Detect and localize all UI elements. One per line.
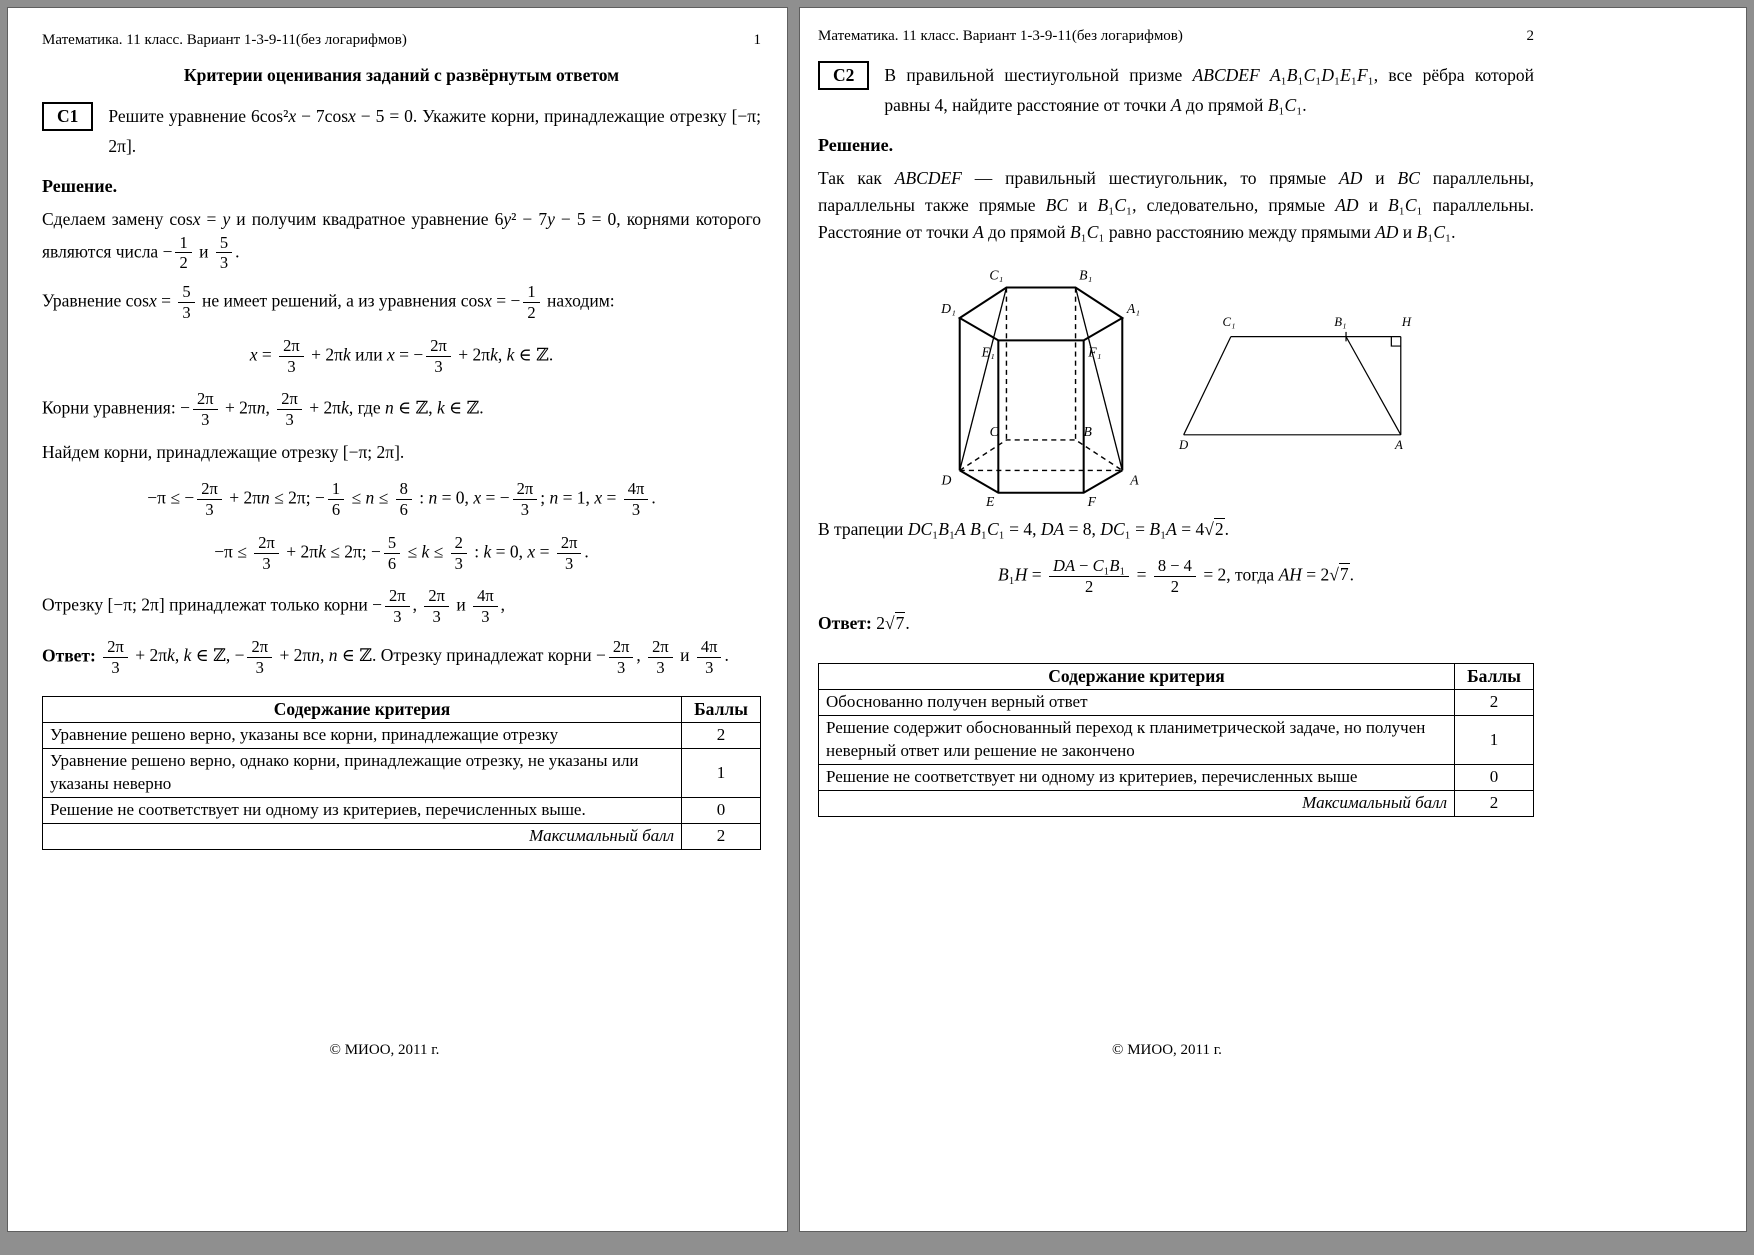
table-row: [819, 716, 1534, 765]
paragraph-roots: Корни уравнения: − $\frac{2\pi}{3}$ + 2πn, $\frac{2\pi}{3}$ + 2πk, где n ∈ ℤ, k ∈ ℤ.: [42, 389, 484, 430]
answer-block: [818, 610, 1534, 637]
vertex-label-d1: D₁: [941, 300, 956, 316]
vertex-label-d: D: [1179, 437, 1189, 452]
problem-c1: [42, 102, 761, 162]
problem-label-box: С2: [818, 61, 869, 90]
max-score-points: 2: [682, 823, 761, 849]
criterion-text: Обоснованно получен верный ответ: [819, 690, 1455, 716]
criteria-table: [42, 696, 761, 850]
max-score-label: Максимальный балл: [43, 823, 682, 849]
vertex-label-b: B: [1083, 423, 1092, 439]
table-row-max-score: [43, 823, 761, 849]
criteria-column-header: Содержание критерия: [43, 696, 682, 723]
paragraph-substitution: Сделаем замену cosx = y и получим квадратное уравнение 6y² − 7y − 5 = 0, корнями которого являются числа − $\frac{1}{2}$ и $\frac{5}{3}$ .: [42, 208, 761, 273]
prism-bottom-back-edges: [960, 440, 1123, 470]
vertex-label-f1: F₁: [1088, 344, 1102, 360]
paragraph-find-roots: Найдем корни, принадлежащие отрезку [−π; 2π].: [42, 442, 405, 462]
table-row: [819, 690, 1534, 716]
paragraph-trapezoid: В трапеции DC₁B₁A B₁C₁ = 4, DA = 8, DC₁ = B₁A = 4√2.: [818, 518, 1229, 539]
criterion-text: Решение не соответствует ни одному из критериев, перечисленных выше: [819, 765, 1455, 791]
table-row: [43, 797, 761, 823]
vertex-label-d: D: [941, 472, 952, 488]
table-row-max-score: [819, 791, 1534, 817]
answer-text: 2√7.: [876, 612, 910, 633]
vertex-label-a1: A₁: [1126, 300, 1141, 316]
criterion-points: 0: [682, 797, 761, 823]
page-header: [42, 32, 761, 49]
answer-paragraph: [42, 637, 761, 678]
document-title: Критерии оценивания заданий с развёрнутым ответом: [183, 65, 620, 85]
problem-statement: Решите уравнение 6cos²x − 7cosx − 5 = 0. Укажите корни, принадлежащие отрезку [−π; 2π].: [108, 106, 761, 156]
criteria-column-header: Содержание критерия: [819, 663, 1455, 690]
equation-roots: x = $\frac{2\pi}{3}$ + 2πk или x = − $\frac{2\pi}{3}$ + 2πk, k ∈ ℤ.: [249, 335, 554, 376]
trapezoid-figure: [1178, 310, 1414, 452]
prism-top-face: [960, 287, 1123, 340]
criteria-table-header: [819, 663, 1534, 690]
table-row: [819, 765, 1534, 791]
criterion-text: Уравнение решено верно, однако корни, принадлежащие отрезку, не указаны или указаны неверно: [43, 749, 682, 798]
points-column-header: Баллы: [682, 696, 761, 723]
page-2-content: [800, 8, 1534, 1251]
vertex-label-a: A: [1130, 472, 1139, 488]
points-column-header: Баллы: [1455, 663, 1534, 690]
problem-c2: [818, 61, 1534, 121]
vertex-label-c: C: [989, 423, 999, 439]
trapezoid-leg-dc1: [1184, 337, 1231, 435]
page-2: [799, 7, 1747, 1232]
problem-label-box: С1: [42, 102, 93, 131]
page-footer: © МИОО, 2011 г.: [329, 1042, 440, 1058]
page-1-content: [8, 8, 761, 1255]
max-score-label: Максимальный балл: [819, 791, 1455, 817]
vertex-label-c1: C₁: [1222, 315, 1236, 330]
vertex-label-b1: B₁: [1334, 315, 1347, 330]
header-title: Математика. 11 класс. Вариант 1-3-9-11(без логарифмов): [818, 28, 1183, 44]
hexagonal-prism-figure: [938, 255, 1144, 507]
criterion-points: 1: [1455, 716, 1534, 765]
page-number: 1: [753, 32, 761, 48]
criteria-table-header: [43, 696, 761, 723]
section-line-dc1: [960, 287, 1007, 470]
prism-bottom-front-edges: [960, 470, 1123, 492]
paragraph-no-solutions: Уравнение cosx = $\frac{5}{3}$ не имеет решений, а из уравнения cosx = − $\frac{1}{2}$ находим:: [42, 282, 615, 323]
answer-paragraph: [818, 610, 1534, 637]
vertex-label-f: F: [1087, 493, 1096, 507]
vertex-label-e1: E₁: [981, 344, 995, 360]
page-1: [7, 7, 788, 1232]
equation-height: B₁H = $\frac{\text{DA − C₁B₁}}{2}$ = $\frac{8 - 4}{2}$ = 2, тогда AH = 2√7.: [997, 556, 1355, 596]
table-row: [43, 723, 761, 749]
answer-block: [42, 637, 761, 678]
answer-label: Ответ:: [42, 645, 96, 666]
table-row: [43, 749, 761, 798]
criteria-table: [818, 663, 1534, 817]
answer-text: $\frac{2\pi}{3}$ + 2πk, k ∈ ℤ, − $\frac{2\pi}{3}$ + 2πn, n ∈ ℤ. Отрезку принадлежат корни − $\frac{2\pi}{3}$ , $\frac{2\pi}{3}$ и $\frac{4\pi}{3}$ .: [100, 645, 729, 665]
figure-block: [818, 255, 1534, 507]
page-header: [818, 28, 1534, 45]
trapezoid-leg-ab1: [1346, 337, 1401, 435]
vertex-label-b1: B₁: [1079, 267, 1093, 283]
criterion-points: 2: [682, 723, 761, 749]
solution-heading: Решение.: [42, 175, 118, 196]
vertex-label-e: E: [986, 493, 995, 507]
criterion-points: 1: [682, 749, 761, 798]
criterion-text: Решение содержит обоснованный переход к планиметрической задаче, но получен неверный ответ или решение не закончено: [819, 716, 1455, 765]
answer-label: Ответ:: [818, 612, 872, 633]
paragraph-segment-roots: Отрезку [−π; 2π] принадлежат только корни − $\frac{2\pi}{3}$ , $\frac{2\pi}{3}$ и $\frac{4\pi}{3}$ ,: [42, 586, 506, 627]
vertex-label-a: A: [1395, 437, 1403, 452]
page-number: 2: [1526, 28, 1534, 44]
right-angle-mark: [1391, 337, 1400, 346]
equation-inequality-n: −π ≤ − $\frac{2\pi}{3}$ + 2πn ≤ 2π; − $\frac{1}{6}$ ≤ n ≤ $\frac{8}{6}$ : n = 0, x = − $\frac{2\pi}{3}$ ; n = 1, x = $\frac{4\pi}{3}$ .: [147, 479, 656, 519]
header-title: Математика. 11 класс. Вариант 1-3-9-11(без логарифмов): [42, 32, 407, 48]
solution-heading: Решение.: [818, 134, 894, 155]
criterion-points: 2: [1455, 690, 1534, 716]
criterion-points: 0: [1455, 765, 1534, 791]
problem-statement: В правильной шестиугольной призме ABCDEF A₁B₁C₁D₁E₁F₁, все рёбра которой равны 4, найдите расстояние от точки A до прямой B₁C₁.: [884, 65, 1534, 115]
criterion-text: Уравнение решено верно, указаны все корни, принадлежащие отрезку: [43, 723, 682, 749]
vertex-label-c1: C₁: [989, 267, 1004, 283]
section-line-ab1: [1076, 287, 1123, 470]
vertex-label-h: H: [1401, 315, 1412, 330]
equation-inequality-k: −π ≤ $\frac{2\pi}{3}$ + 2πk ≤ 2π; − $\frac{5}{6}$ ≤ k ≤ $\frac{2}{3}$ : k = 0, x = $\frac{2\pi}{3}$ .: [214, 532, 589, 573]
paragraph-parallel-lines: Так как ABCDEF — правильный шестиугольник, то прямые AD и BC параллельны, параллельны также прямые BC и B₁C₁, следовательно, прямые AD и B₁C₁ параллельны. Расстояние от точки A до прямой B₁C₁ равно расстоянию между прямыми AD и B₁C₁.: [818, 167, 1534, 242]
page-footer: © МИОО, 2011 г.: [1112, 1042, 1222, 1058]
criterion-text: Решение не соответствует ни одному из критериев, перечисленных выше.: [43, 797, 682, 823]
max-score-points: 2: [1455, 791, 1534, 817]
